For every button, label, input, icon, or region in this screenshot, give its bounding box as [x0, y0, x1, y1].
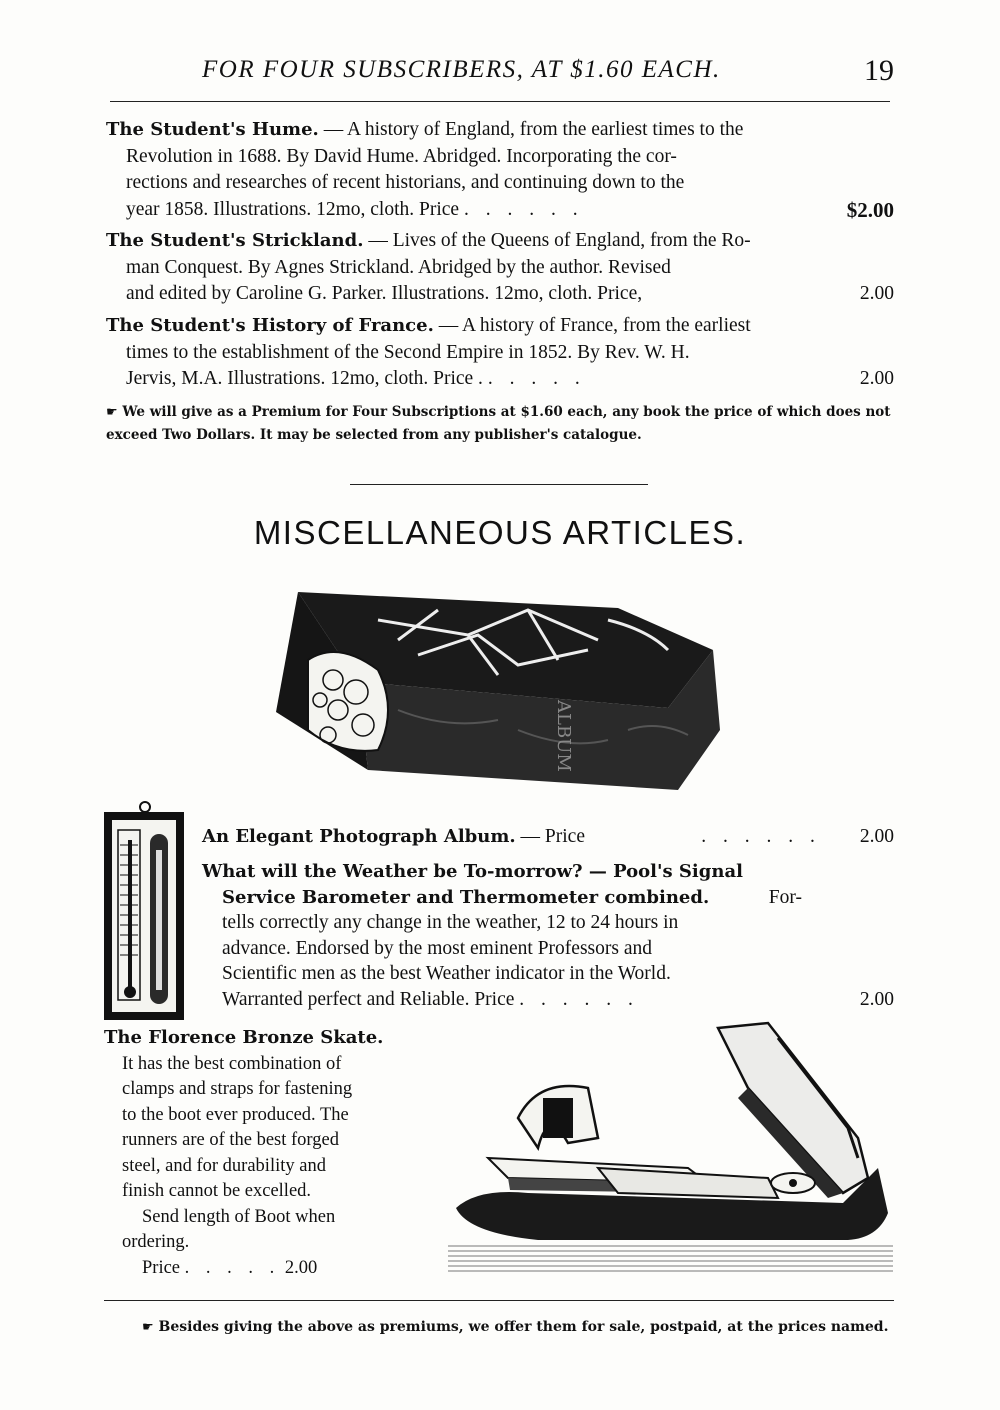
- skate-illustration: [448, 1018, 893, 1280]
- photo-album-illustration: [268, 580, 738, 800]
- album-title: An Elegant Photograph Album.: [202, 826, 516, 847]
- skate-entry: The Florence Bronze Skate. It has the best combination of clamps and straps for fastening to the boot ever produced. The runners are of the best forged steel, and for durability and finish cannot be excelled. Send length of Boot when ordering. Price . . . . . 2.00: [104, 1027, 384, 1278]
- barometer-entry: What will the Weather be To-morrow? — Pool's Signal Service Barometer and Thermometer combined. For- tells correctly any change in the weather, 12 to 24 hours in advance. Endorsed by the most eminent Professors and Scientific men as the best Weather indicator in the World. Warranted perfect and Reliable. Price . . . . . . 2.00: [202, 859, 894, 1012]
- book-title: The Student's Strickland.: [106, 230, 364, 251]
- footer-rule: [104, 1300, 894, 1301]
- barometer-price: 2.00: [859, 988, 894, 1010]
- page-header: [110, 52, 894, 92]
- album-entry: An Elegant Photograph Album. — Price . . . . . . 2.00: [202, 826, 894, 847]
- book-entry-hume: The Student's Hume. — A history of England, from the earliest times to the Revolution in 1688. By David Hume. Abridged. Incorporating the cor- rections and researches of recent historians, and continuing down to the year 1858. Illustrations. 12mo, cloth. Price . . . . . . $2.00: [106, 119, 894, 222]
- skate-title: The Florence Bronze Skate.: [104, 1027, 384, 1048]
- pointing-hand-icon: ☛: [142, 1320, 154, 1335]
- section-title: MISCELLANEOUS ARTICLES.: [253, 514, 747, 551]
- album-spine-label: ALBUM: [553, 700, 574, 772]
- pointing-hand-icon: ☛: [106, 405, 118, 420]
- premium-note: ☛ We will give as a Premium for Four Subscriptions at $1.60 each, any book the price of which does not exceed Two Dollars. It may be selected from any publisher's catalogue.: [106, 404, 891, 443]
- header-rule: [110, 101, 890, 102]
- book-price: 2.00: [859, 368, 894, 389]
- section-divider: [350, 484, 648, 485]
- book-entry-france: The Student's History of France. — A history of France, from the earliest times to the establishment of the Second Empire in 1852. By Rev. W. H. Jervis, M.A. Illustrations. 12mo, cloth. Price . . . . . . 2.00: [106, 313, 894, 393]
- header-title: FOR FOUR SUBSCRIBERS, AT $1.60 EACH.: [202, 56, 721, 83]
- book-price: 2.00: [859, 283, 894, 304]
- book-entry-strickland: The Student's Strickland. — Lives of the Queens of England, from the Ro- man Conquest. By Agnes Strickland. Abridged by the author. Revised and edited by Caroline G. Parker. Illustrations. 12mo, cloth. Price, 2.00: [106, 228, 894, 308]
- footer-note: ☛ Besides giving the above as premiums, we offer them for sale, postpaid, at the prices named.: [106, 1316, 894, 1339]
- book-price: $2.00: [846, 197, 894, 222]
- album-price: 2.00: [859, 826, 894, 847]
- barometer-illustration: [100, 800, 190, 1025]
- page-number: 19: [864, 54, 894, 87]
- barometer-title: What will the Weather be To-morrow? — Pool's Signal: [202, 861, 743, 882]
- book-title: The Student's History of France.: [106, 315, 434, 336]
- skate-price: 2.00: [284, 1257, 318, 1278]
- book-title: The Student's Hume.: [106, 119, 319, 140]
